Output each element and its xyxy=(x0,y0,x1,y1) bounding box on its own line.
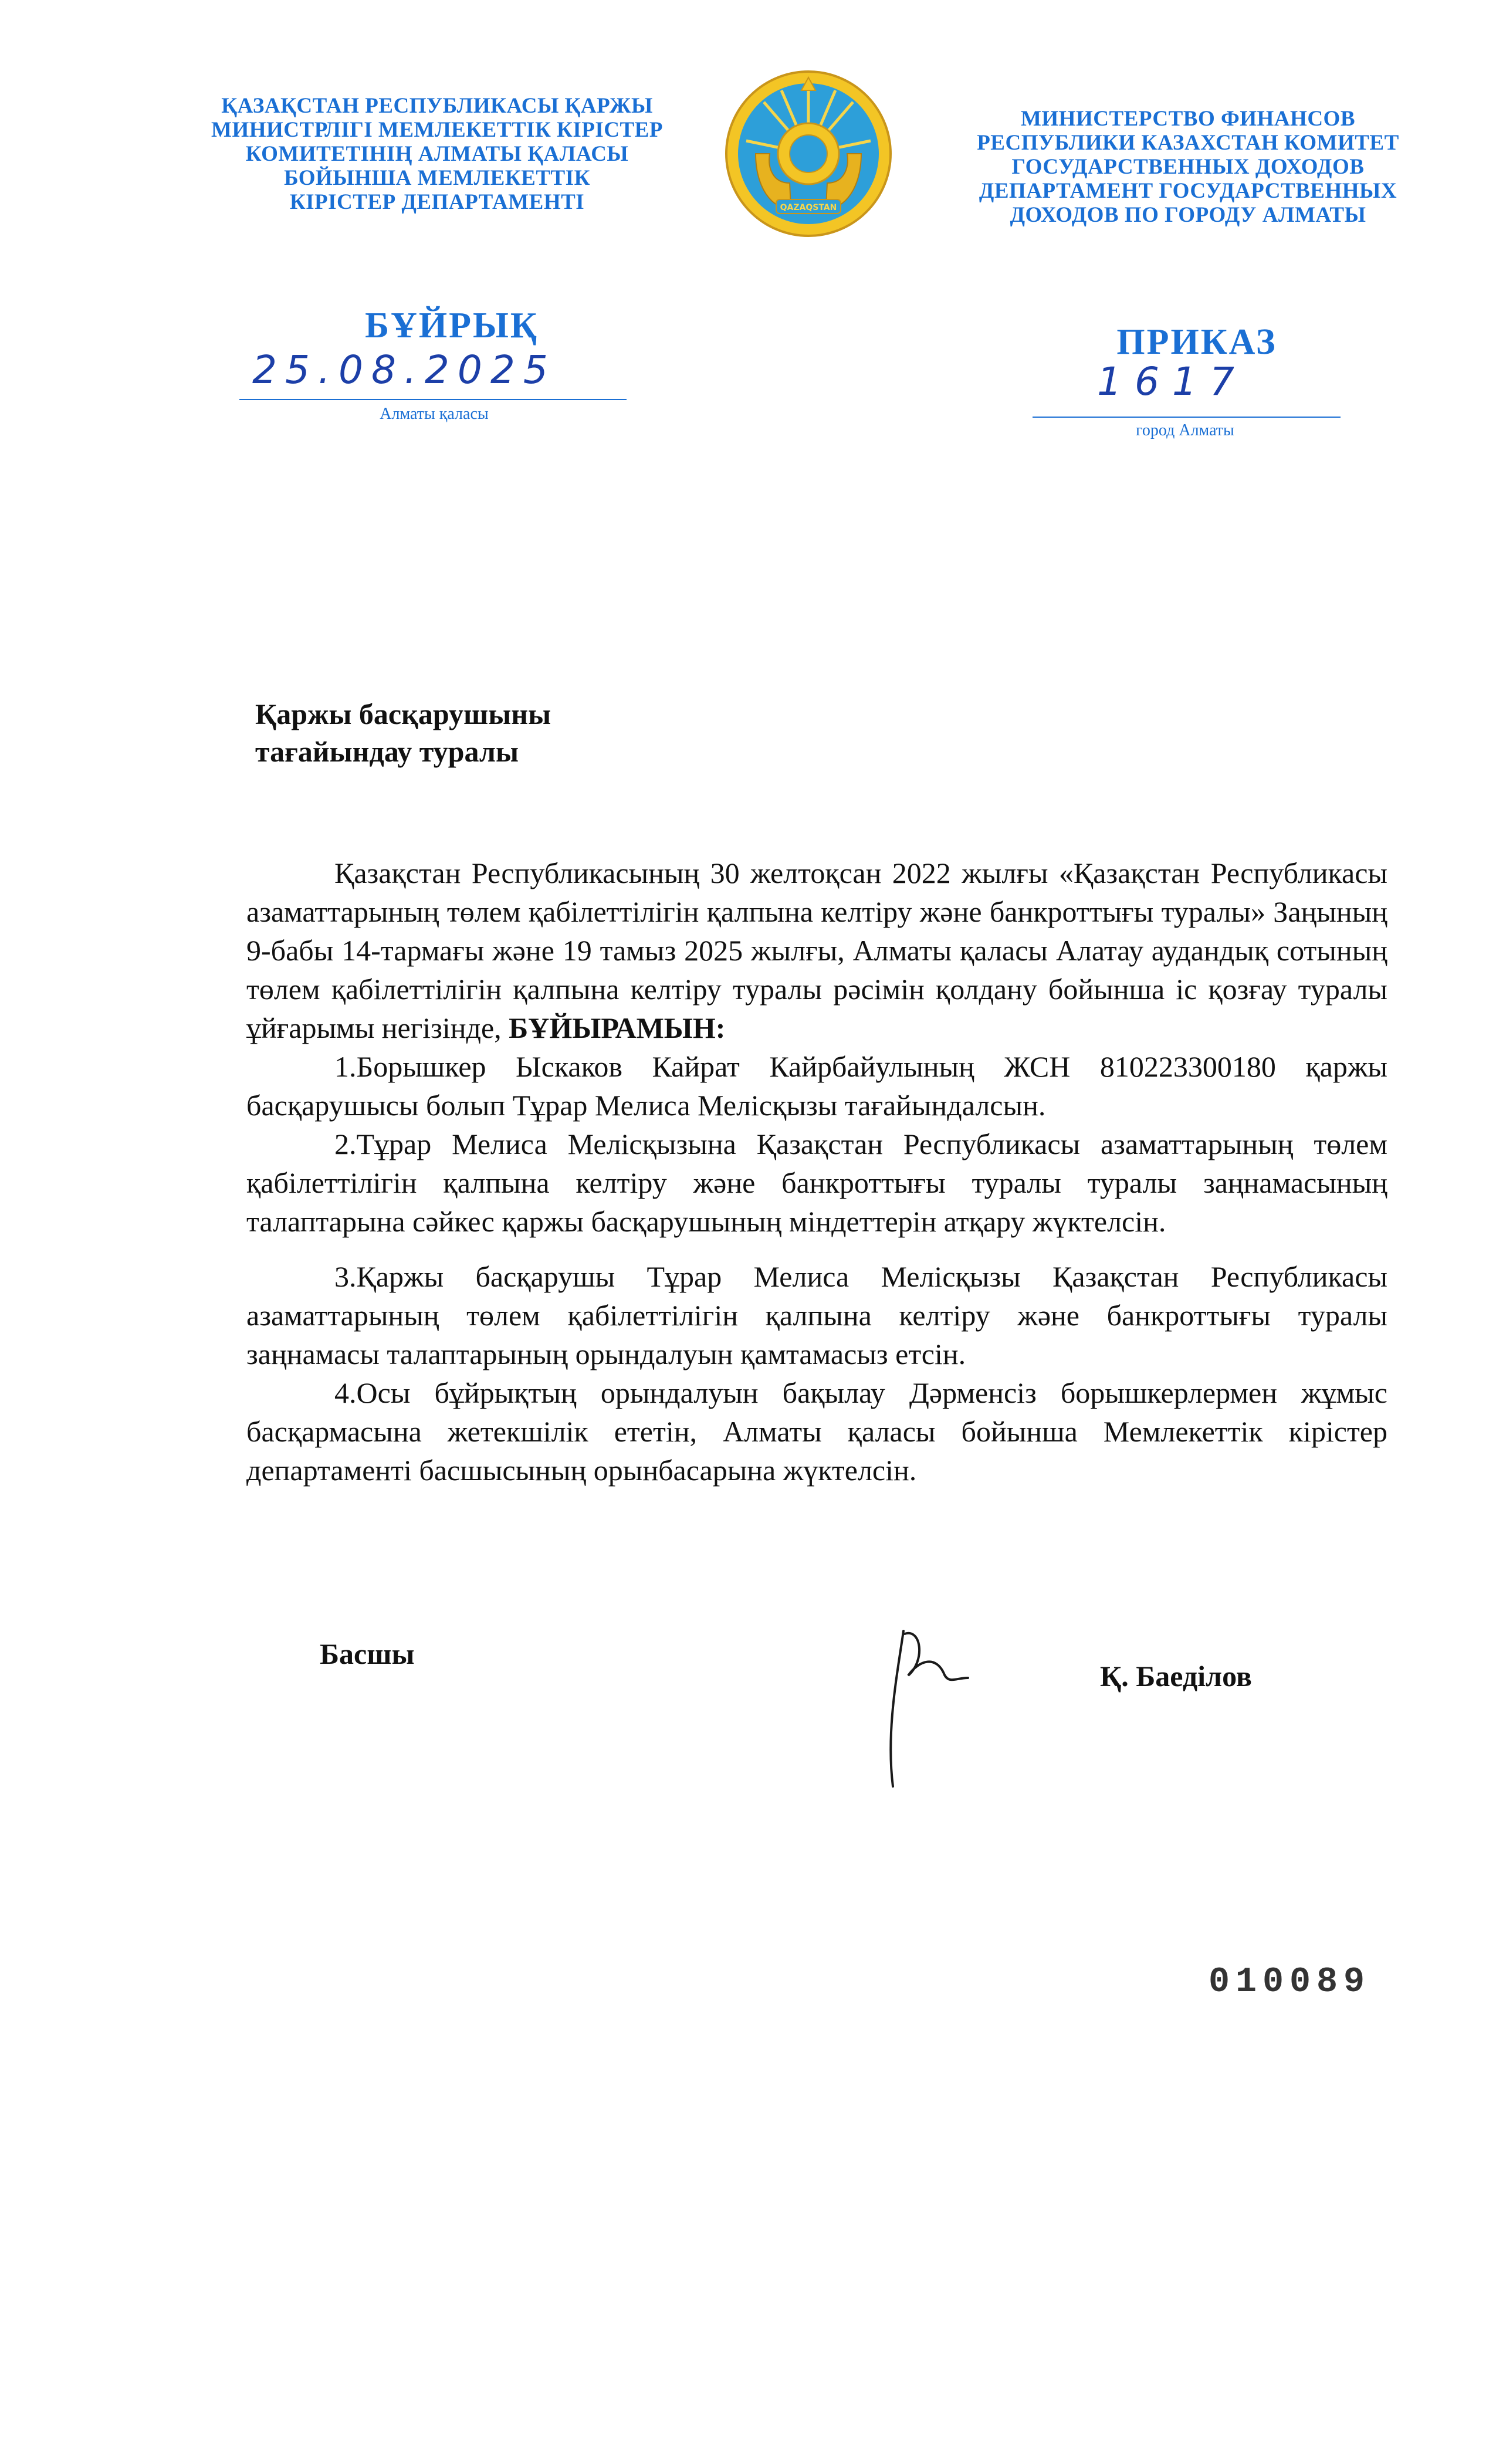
signatory-name: Қ. Баеділов xyxy=(1100,1660,1252,1693)
org-ru-line: МИНИСТЕРСТВО ФИНАНСОВ xyxy=(1020,107,1356,131)
order-item-3: 3.Қаржы басқарушы Тұрар Мелиса Мелісқызы Қазақстан Республикасы азаматтарының төлем қабілеттілігін қалпына келтіру және банкроттығы туралы заңнамасы талаптарының орындалуын қамтамасыз етсін. xyxy=(246,1260,1387,1370)
org-ru-line: ГОСУДАРСТВЕННЫХ ДОХОДОВ xyxy=(1011,155,1365,179)
org-kz-line: МИНИСТРЛІГІ МЕМЛЕКЕТТІК КІРІСТЕР xyxy=(211,118,663,142)
organization-name-kz xyxy=(164,94,710,214)
handwritten-date: 25.08.2025 xyxy=(252,347,556,392)
title-line: Қаржы басқарушыны xyxy=(255,698,551,730)
signatory-role: Басшы xyxy=(320,1637,415,1670)
city-kz: Алматы қаласы xyxy=(380,405,489,423)
organization-name-ru xyxy=(915,107,1461,227)
order-item-2: 2.Тұрар Мелиса Мелісқызына Қазақстан Республикасы азаматтарының төлем қабілеттілігін қалпына келтіру және банкроттығы туралы туралы заңнамасының талаптарына сәйкес қаржы басқарушының міндеттерін атқару жүктелсін. xyxy=(246,1128,1387,1238)
order-item-4: 4.Осы бұйрықтың орындалуын бақылау Дәрменсіз борышкерлермен жұмыс басқармасына жетекшілік ететін, Алматы қаласы бойынша Мемлекеттік кірістер департаменті басшысының орынбасарына жүктелсін. xyxy=(246,1376,1387,1487)
org-kz-line: КІРІСТЕР ДЕПАРТАМЕНТІ xyxy=(289,190,585,214)
emblem-text: QAZAQSTAN xyxy=(780,203,837,212)
state-emblem-icon xyxy=(720,66,896,242)
doc-type-ru: ПРИКАЗ xyxy=(1116,322,1277,362)
doc-type-kz: БҰЙРЫҚ xyxy=(365,306,539,346)
title-line: тағайындау туралы xyxy=(255,735,519,768)
document-title xyxy=(255,695,551,770)
serial-number: 010089 xyxy=(1209,1962,1371,2002)
order-word: БҰЙЫРАМЫН: xyxy=(509,1011,726,1044)
order-item-1: 1.Борышкер Ыскаков Кайрат Кайрбайулының ЖСН 810223300180 қаржы басқарушысы болып Тұрар Мелиса Мелісқызы тағайындалсын. xyxy=(246,1050,1387,1122)
date-underline xyxy=(239,399,627,400)
number-underline xyxy=(1033,417,1341,418)
handwritten-signature-icon xyxy=(880,1619,1015,1795)
document-body xyxy=(246,854,1387,1490)
org-ru-line: ДЕПАРТАМЕНТ ГОСУДАРСТВЕННЫХ xyxy=(979,179,1397,203)
preamble-paragraph xyxy=(246,854,1387,1047)
org-kz-line: КОМИТЕТІНІҢ АЛМАТЫ ҚАЛАСЫ xyxy=(245,142,629,166)
city-ru: город Алматы xyxy=(1136,421,1234,439)
org-kz-line: ҚАЗАҚСТАН РЕСПУБЛИКАСЫ ҚАРЖЫ xyxy=(221,94,653,118)
org-ru-line: ДОХОДОВ ПО ГОРОДУ АЛМАТЫ xyxy=(1010,203,1366,227)
handwritten-order-number: 1617 xyxy=(1097,359,1247,404)
preamble-text: Қазақстан Республикасының 30 желтоқсан 2022 жылғы «Қазақстан Республикасы азаматтарының төлем қабілеттілігін қалпына келтіру және банкроттығы туралы» Заңының 9-бабы 14-тармағы және 19 тамыз 2025 жылғы, Алматы қаласы Алатау аудандық сотының төлем қабілеттілігін қалпына келтіру туралы рәсімін қолдану бойынша іс қозғау туралы ұйғарымы негізінде, xyxy=(246,857,1387,1044)
org-ru-line: РЕСПУБЛИКИ КАЗАХСТАН КОМИТЕТ xyxy=(977,131,1399,155)
org-kz-line: БОЙЫНША МЕМЛЕКЕТТІК xyxy=(284,166,590,190)
